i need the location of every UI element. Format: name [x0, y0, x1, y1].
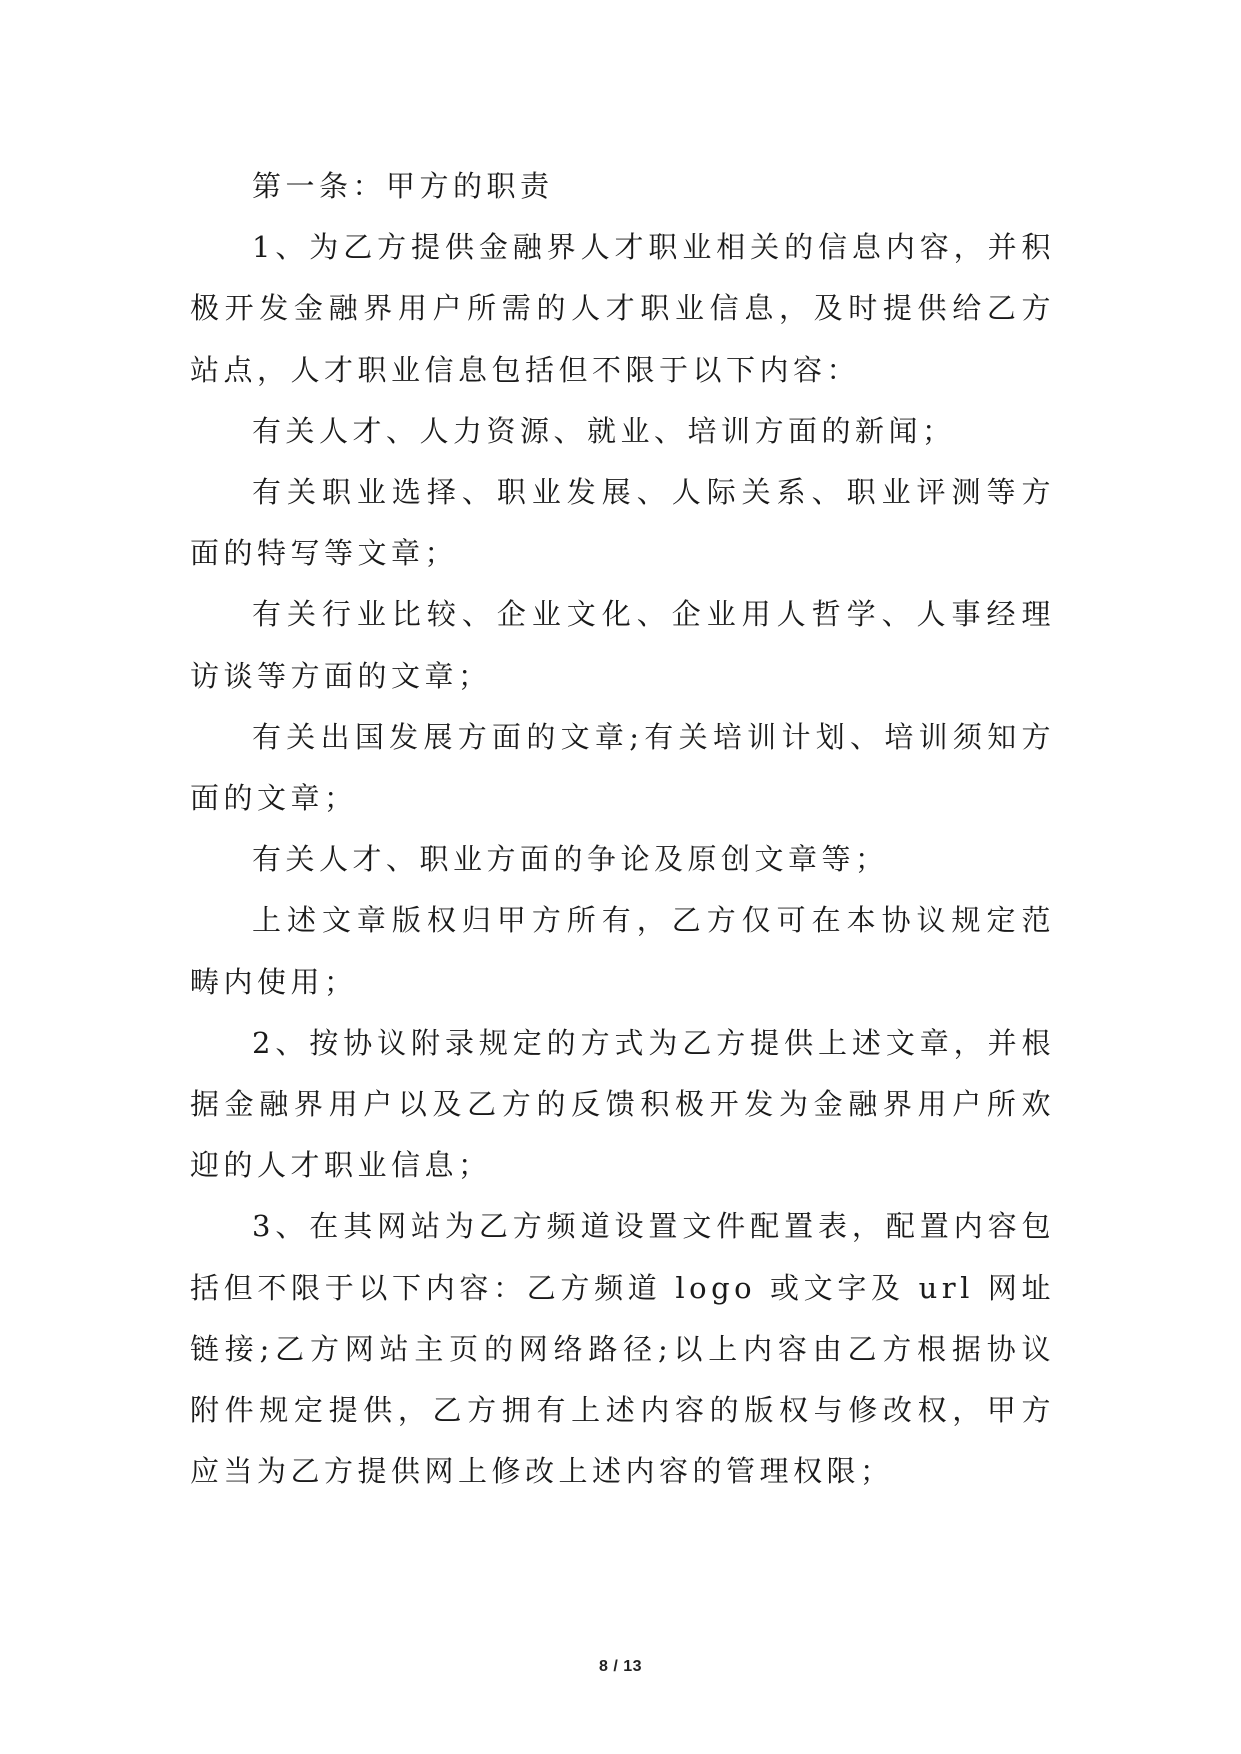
page-number: 8 / 13 — [598, 1658, 643, 1675]
article-heading: 第一条：甲方的职责 — [252, 169, 554, 203]
paragraph: 上述文章版权归甲方所有，乙方仅可在本协议规定范畴内使用； — [190, 903, 1055, 999]
paragraph: 有关人才、职业方面的争论及原创文章等； — [252, 842, 889, 877]
paragraph: 有关出国发展方面的文章;有关培训计划、培训须知方面的文章； — [190, 719, 1055, 816]
paragraph: 1、为乙方提供金融界人才职业相关的信息内容，并积极开发金融界用户所需的人才职业信息，及时提供给乙方站点，人才职业信息包括但不限于以下内容： — [190, 230, 1055, 387]
paragraph: 有关人才、人力资源、就业、培训方面的新闻； — [252, 413, 956, 448]
paragraph: 有关职业选择、职业发展、人际关系、职业评测等方面的特写等文章； — [190, 475, 1055, 571]
document-body — [190, 156, 1055, 1502]
paragraph: 有关行业比较、企业文化、企业用人哲学、人事经理访谈等方面的文章； — [190, 597, 1055, 693]
paragraph: 2、按协议附录规定的方式为乙方提供上述文章，并根据金融界用户以及乙方的反馈积极开发为金融界用户所欢迎的人才职业信息； — [190, 1025, 1055, 1183]
paragraph: 3、在其网站为乙方频道设置文件配置表，配置内容包括但不限于以下内容：乙方频道 logo 或文字及 url 网址链接;乙方网站主页的网络路径;以上内容由乙方根据协议附件规定提供，乙方拥有上述内容的版权与修改权，甲方应当为乙方提供网上修改上述内容的管理权限； — [190, 1209, 1055, 1489]
